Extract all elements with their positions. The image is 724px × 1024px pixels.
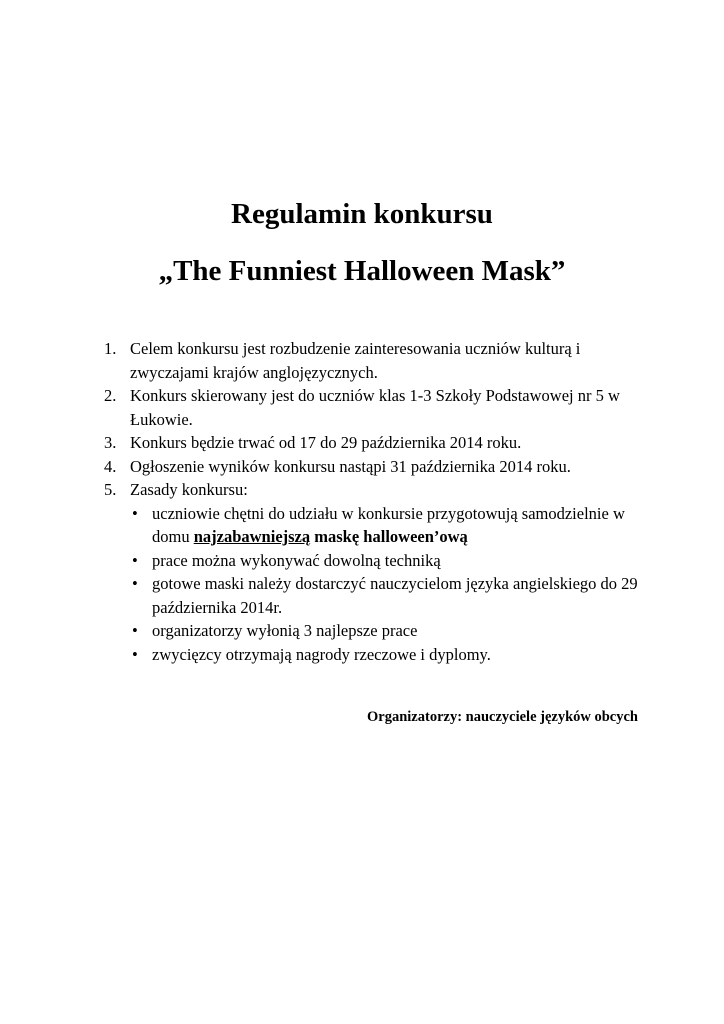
item-text: Konkurs skierowany jest do uczniów klas 1-3 Szkoły Podstawowej nr 5 w Łukowie. <box>130 386 620 429</box>
rule-text: uczniowie chętni do udziału w konkursie przygotowują samodzielnie w domu <box>152 503 625 546</box>
rule-text: organizatorzy wyłonią 3 najlepsze prace <box>152 621 418 640</box>
rule-bullet-item <box>104 619 644 643</box>
contest-name: „The Funniest Halloween Mask” <box>158 255 566 287</box>
rule-bullet-item <box>104 572 644 619</box>
item-text: Zasady konkursu: <box>130 480 248 499</box>
rule-bullet-item <box>104 502 644 549</box>
item-text: Celem konkursu jest rozbudzenie zainteresowania uczniów kulturą i zwyczajami krajów anglojęzycznych. <box>130 339 581 382</box>
rule-text: prace można wykonywać dowolną techniką <box>152 550 441 570</box>
item-text: Ogłoszenie wyników konkursu nastąpi 31 października 2014 roku. <box>130 456 571 476</box>
list-item <box>104 431 644 455</box>
organizers-signature: Organizatorzy: nauczyciele języków obcych <box>367 709 638 725</box>
rule-bullet-item <box>104 643 644 667</box>
bullet-icon: • <box>132 621 138 640</box>
bullet-icon: • <box>132 503 138 523</box>
bullet-icon: • <box>132 574 138 593</box>
rule-bullet-item <box>104 549 644 573</box>
item-number: 3. <box>104 433 117 452</box>
emphasized-word: najzabawniejszą <box>193 527 311 546</box>
list-item <box>104 384 644 431</box>
emphasized-phrase: maskę halloween’ową <box>310 527 468 546</box>
bullet-icon: • <box>132 550 138 570</box>
rule-text: zwycięzcy otrzymają nagrody rzeczowe i dyplomy. <box>152 644 491 664</box>
rules-list <box>104 337 644 666</box>
document-title: Regulamin konkursu <box>231 198 493 230</box>
item-number: 5. <box>104 480 117 499</box>
list-item <box>104 455 644 479</box>
item-number: 1. <box>104 339 117 358</box>
item-number: 2. <box>104 386 117 405</box>
rule-text: gotowe maski należy dostarczyć nauczycielom języka angielskiego do 29 października 2014r. <box>152 574 638 617</box>
item-number: 4. <box>104 456 117 476</box>
item-text: Konkurs będzie trwać od 17 do 29 października 2014 roku. <box>130 433 522 452</box>
list-item <box>104 478 644 502</box>
list-item <box>104 337 644 384</box>
bullet-icon: • <box>132 644 138 664</box>
